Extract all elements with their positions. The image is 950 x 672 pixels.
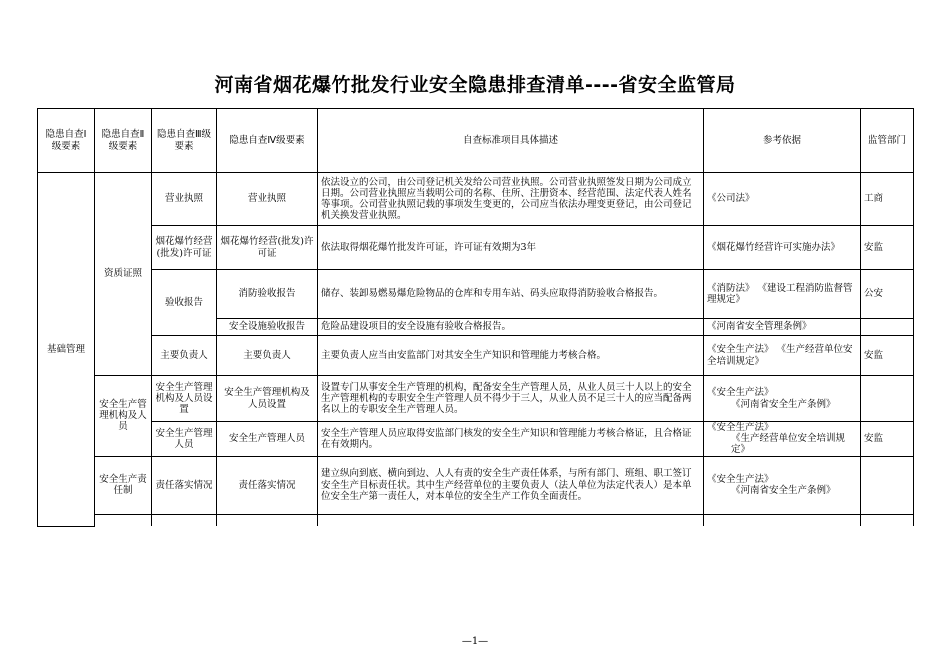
header-level2: 隐患自查Ⅱ级要素 [95, 109, 152, 173]
description-cell: 建立纵向到底、横向到边、人人有责的安全生产责任体系，与所有部门、班组、职工签订安全生产目标责任状。其中生产经营单位的主要负责人（法人单位为法定代表人）是本单位安全生产第一责任人，对本单位的安全生产工作负全面责任。 [318, 456, 704, 514]
reference-text: 《公司法》 [707, 193, 755, 205]
reference-cell [704, 376, 861, 422]
reference-text: 《河南省安全生产条例》 [731, 485, 836, 497]
reference-cell [704, 319, 861, 336]
reference-text: 《建设工程消防监督管理规定》 [707, 282, 853, 305]
department-cell [861, 376, 914, 422]
table-row [38, 173, 914, 226]
reference-cell [704, 336, 861, 376]
header-row [38, 109, 914, 173]
description-cell: 储存、装卸易燃易爆危险物品的仓库和专用车站、码头应取得消防验收合格报告。 [318, 270, 704, 319]
department-cell: 安监 [861, 336, 914, 376]
level4-cell: 安全生产管理机构及人员设置 [217, 376, 318, 422]
empty-cell [861, 514, 914, 526]
empty-cell [95, 514, 152, 526]
header-level3: 隐患自查Ⅲ级要素 [152, 109, 217, 173]
description-cell: 依法取得烟花爆竹批发许可证，许可证有效期为3年 [318, 226, 704, 270]
table-row [38, 226, 914, 270]
description-cell: 主要负责人应当由安监部门对其安全生产知识和管理能力考核合格。 [318, 336, 704, 376]
level3-cell: 责任落实情况 [152, 456, 217, 514]
table-row-continued [38, 514, 914, 526]
level4-cell: 消防验收报告 [217, 270, 318, 319]
department-cell: 公安 [861, 270, 914, 319]
reference-text: 《安全生产法》 [707, 344, 774, 356]
level4-cell: 营业执照 [217, 173, 318, 226]
document-title: 河南省烟花爆竹批发行业安全隐患排查清单----省安全监管局 [214, 74, 736, 96]
level3-cell: 安全生产管理人员 [152, 422, 217, 457]
level4-cell: 主要负责人 [217, 336, 318, 376]
empty-cell [704, 514, 861, 526]
reference-text: 《河南省安全生产条例》 [731, 398, 836, 410]
department-cell: 工商 [861, 173, 914, 226]
level3-cell: 验收报告 [152, 270, 217, 336]
reference-text: 《安全生产法》 [707, 422, 774, 433]
table-row [38, 376, 914, 422]
page-number: —1— [461, 636, 489, 647]
reference-text: 《消防法》 [707, 282, 755, 294]
header-level4: 隐患自查Ⅳ级要素 [217, 109, 318, 173]
level4-cell: 安全设施验收报告 [217, 319, 318, 336]
level1-cell: 基础管理 [38, 173, 95, 527]
level3-cell: 主要负责人 [152, 336, 217, 376]
table-row [38, 270, 914, 319]
reference-text: 《安全生产法》 [707, 473, 774, 485]
level3-cell: 营业执照 [152, 173, 217, 226]
level4-cell: 安全生产管理人员 [217, 422, 318, 457]
department-cell [861, 456, 914, 514]
description-cell: 危险品建设项目的安全设施有验收合格报告。 [318, 319, 704, 336]
department-cell: 安监 [861, 422, 914, 457]
table-row [38, 336, 914, 376]
group-responsibility: 安全生产责任制 [95, 456, 152, 514]
reference-cell [704, 456, 861, 514]
description-cell: 安全生产管理人员应取得安监部门核发的安全生产知识和管理能力考核合格证，且合格证在有效期内。 [318, 422, 704, 457]
reference-cell [704, 422, 861, 457]
header-description: 自查标准项目具体描述 [318, 109, 704, 173]
header-department: 监管部门 [861, 109, 914, 173]
reference-cell [704, 226, 861, 270]
empty-cell [217, 514, 318, 526]
level4-cell: 责任落实情况 [217, 456, 318, 514]
header-reference: 参考依据 [704, 109, 861, 173]
reference-cell [704, 173, 861, 226]
reference-text: 《烟花爆竹经营许可实施办法》 [707, 241, 841, 253]
reference-text: 《生产经营单位安全培训规定》 [731, 433, 846, 456]
group-safety-org: 安全生产管理机构及人员 [95, 376, 152, 457]
reference-text: 《安全生产法》 [707, 387, 774, 399]
level3-cell: 烟花爆竹经营(批发)许可证 [152, 226, 217, 270]
header-level1: 隐患自查Ⅰ级要素 [38, 109, 95, 173]
table-row [38, 456, 914, 514]
empty-cell [318, 514, 704, 526]
description-cell: 依法设立的公司，由公司登记机关发给公司营业执照。公司营业执照签发日期为公司成立日期。公司营业执照应当载明公司的名称、住所、注册资本、经营范围、法定代表人姓名等事项。公司营业执照记载的事项发生变更的，公司应当依法办理变更登记，由公司登记机关换发营业执照。 [318, 173, 704, 226]
department-cell: 安监 [861, 226, 914, 270]
group-qualification: 资质证照 [95, 173, 152, 376]
reference-cell [704, 270, 861, 319]
hazard-checklist-table [37, 108, 914, 527]
level4-cell: 烟花爆竹经营(批发)许可证 [217, 226, 318, 270]
empty-cell [152, 514, 217, 526]
level3-cell: 安全生产管理机构及人员设置 [152, 376, 217, 422]
table-row [38, 422, 914, 457]
reference-text: 《生产经营单位安全培训规定》 [707, 344, 853, 367]
description-cell: 设置专门从事安全生产管理的机构，配备安全生产管理人员，从业人员三十人以上的安全生产管理机构的专职安全生产管理人员不得少于三人，从业人员不足三十人的应当配备两名以上的专职安全生产管理人员。 [318, 376, 704, 422]
reference-text: 《河南省安全管理条例》 [707, 321, 812, 333]
department-cell [861, 319, 914, 336]
